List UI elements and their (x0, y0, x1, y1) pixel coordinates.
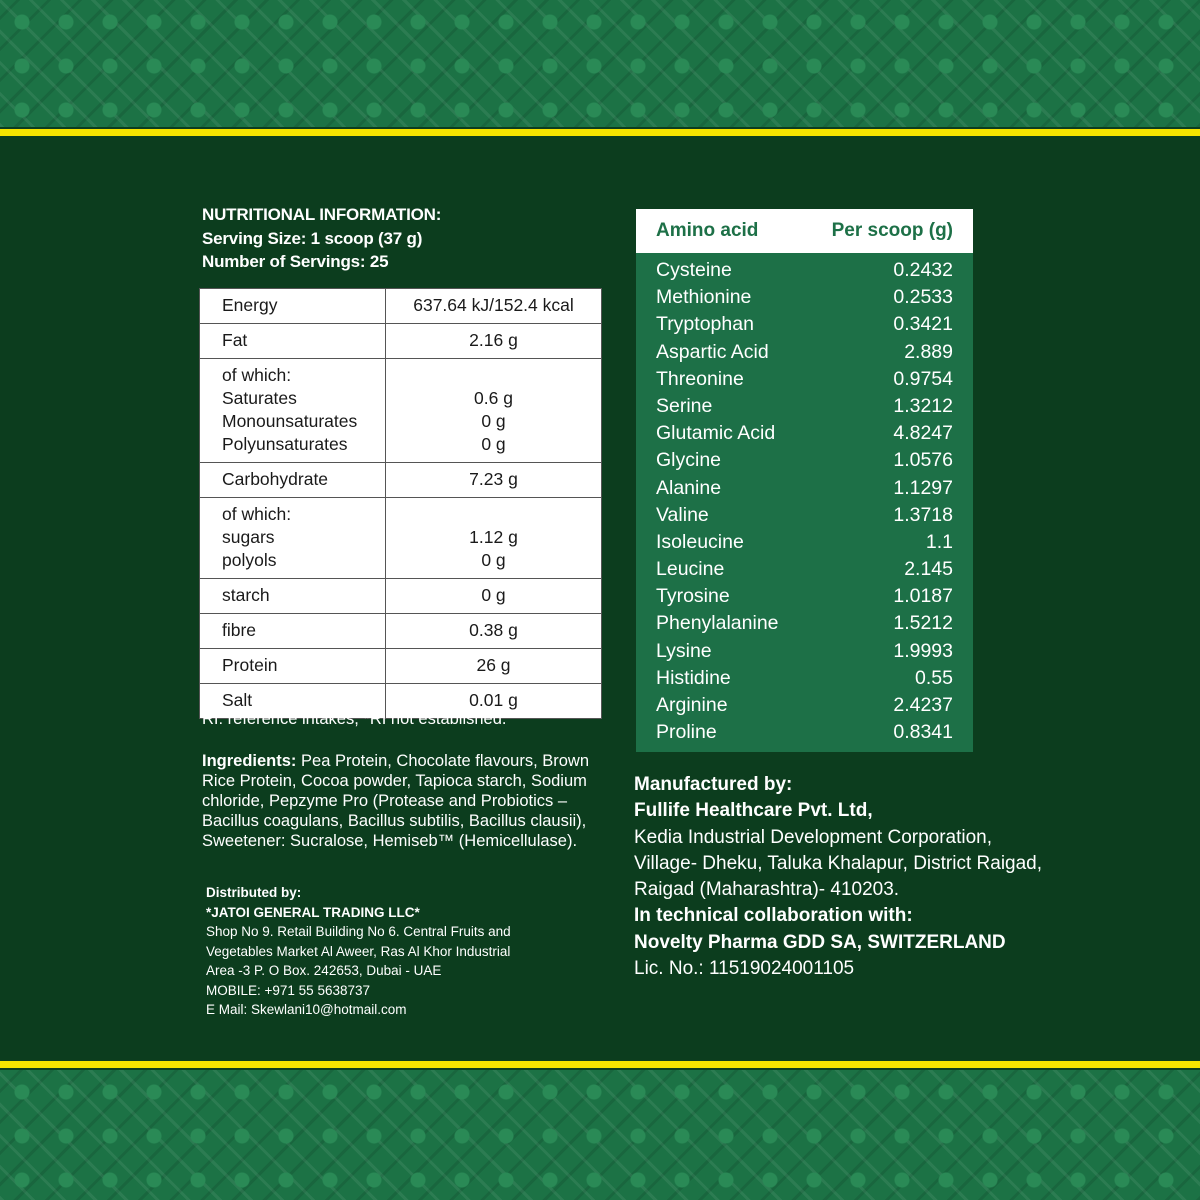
nutrition-row (200, 649, 602, 684)
amino-acid-value: 0.9754 (893, 367, 953, 390)
amino-acid-row (636, 719, 973, 746)
manufacturer-address-line: Village- Dheku, Taluka Khalapur, District Raigad, (634, 852, 1043, 874)
amino-acid-name: Lysine (656, 639, 712, 662)
nutrient-label: Fat (222, 330, 248, 350)
nutrition-title: NUTRITIONAL INFORMATION: (202, 205, 442, 224)
nutrient-label: Carbohydrate (222, 469, 329, 489)
license-number: Lic. No.: 11519024001105 (634, 958, 855, 980)
manufacturer-address-line: Kedia Industrial Development Corporation, (634, 826, 993, 848)
amino-acid-value: 0.3421 (893, 313, 953, 336)
amino-acid-row (636, 502, 973, 529)
nutrition-table (199, 288, 602, 719)
distributor-line: Shop No 9. Retail Building No 6. Central Fruits and (206, 924, 511, 939)
nutrition-row (200, 359, 602, 463)
amino-acid-name: Valine (656, 503, 709, 526)
amino-acid-name: Histidine (656, 666, 731, 689)
nutrient-value: 26 g (476, 655, 511, 675)
amino-acid-row (636, 692, 973, 719)
nutrition-row (200, 614, 602, 649)
amino-acid-value: 1.0187 (893, 585, 953, 608)
amino-acid-value: 1.1 (925, 530, 953, 553)
distributor-email: E Mail: Skewlani10@hotmail.com (206, 1002, 407, 1017)
amino-acid-rows (636, 253, 973, 746)
amino-acid-row (636, 529, 973, 556)
collaboration-company: Novelty Pharma GDD SA, SWITZERLAND (634, 931, 1006, 953)
amino-acid-value: 1.1297 (893, 476, 953, 499)
nutrient-value-cell (386, 324, 602, 359)
amino-acid-row (636, 610, 973, 637)
servings-count: Number of Servings: 25 (202, 252, 389, 271)
amino-acid-value: 0.2432 (893, 259, 953, 281)
amino-acid-name: Isoleucine (656, 530, 744, 553)
ingredients-text: Pea Protein, Chocolate flavours, Brown Rice Protein, Cocoa powder, Tapioca starch, Sodium chloride, Pepzyme Pro (Protease and Probiotics – Bacillus coagulans, Bacillus subtilis, Bacillus clausii), Sweetener: Sucralose, Hemiseb™ (Hemicellulase). (202, 752, 590, 850)
nutrient-value (394, 503, 593, 526)
nutrient-value-cell (386, 614, 602, 649)
nutrient-label-cell (200, 463, 386, 498)
amino-header-name: Amino acid (656, 220, 759, 241)
amino-acid-row (636, 339, 973, 366)
collaboration-heading: In technical collaboration with: (634, 905, 913, 927)
amino-acid-value: 1.9993 (893, 639, 953, 662)
nutrient-value: 0.6 g (474, 388, 513, 408)
nutrient-label-cell (200, 498, 386, 579)
nutrient-value: 1.12 g (469, 527, 518, 547)
ingredients-label: Ingredients: (202, 752, 297, 770)
distributor-block (206, 883, 511, 1020)
nutrient-label-cell (200, 359, 386, 463)
amino-acid-name: Glycine (656, 449, 722, 472)
nutrient-label: Energy (222, 295, 278, 315)
nutrient-value: 0 g (481, 434, 506, 454)
amino-acid-name: Phenylalanine (656, 612, 779, 635)
amino-acid-name: Alanine (656, 476, 722, 499)
nutrient-value-cell (386, 579, 602, 614)
amino-acid-value: 0.55 (915, 666, 953, 689)
amino-acid-value: 0.2533 (893, 286, 953, 309)
amino-acid-value: 2.145 (904, 558, 953, 581)
nutrient-value (394, 364, 593, 387)
distributor-heading: Distributed by: (206, 885, 302, 900)
amino-acid-row (636, 284, 973, 311)
distributor-mobile: MOBILE: +971 55 5638737 (206, 982, 370, 998)
serving-size: Serving Size: 1 scoop (37 g) (202, 228, 423, 248)
nutrition-header (202, 203, 441, 274)
nutrient-label: of which: (222, 365, 292, 385)
nutrient-value: 0 g (481, 411, 506, 431)
amino-acid-row (636, 638, 973, 665)
nutrient-label: fibre (222, 620, 257, 640)
amino-acid-value: 1.5212 (893, 612, 953, 635)
amino-acid-name: Glutamic Acid (656, 422, 776, 445)
nutrient-value-cell (386, 498, 602, 579)
nutrient-value: 2.16 g (469, 330, 518, 350)
amino-acid-row (636, 393, 973, 420)
nutrient-value-cell (386, 359, 602, 463)
nutrient-value-cell (386, 649, 602, 684)
nutrient-label: sugars (222, 527, 275, 547)
top-pattern-band (0, 0, 1200, 127)
amino-acid-row (636, 366, 973, 393)
amino-acid-header (636, 209, 973, 253)
manufacturer-company: Fullife Healthcare Pvt. Ltd, (634, 800, 873, 822)
nutrient-label: Saturates (222, 388, 297, 408)
amino-acid-value: 1.3718 (893, 503, 953, 526)
nutrient-value: 0.01 g (469, 690, 518, 710)
amino-acid-row (636, 311, 973, 338)
nutrient-label: polyols (222, 550, 277, 570)
nutrition-row (200, 463, 602, 498)
amino-acid-name: Methionine (656, 286, 752, 309)
amino-acid-row (636, 257, 973, 284)
ingredients-block (202, 751, 592, 851)
manufacturer-address-line: Raigad (Maharashtra)- 410203. (634, 879, 900, 901)
nutrient-value: 0 g (481, 585, 506, 605)
amino-acid-row (636, 556, 973, 583)
bottom-yellow-stripe (0, 1061, 1200, 1068)
amino-acid-name: Arginine (656, 694, 728, 716)
nutrient-label-cell (200, 614, 386, 649)
amino-acid-name: Tryptophan (656, 313, 754, 336)
nutrient-label: Salt (222, 690, 253, 710)
manufacturer-heading: Manufactured by: (634, 774, 793, 795)
nutrient-value: 7.23 g (469, 469, 518, 489)
distributor-line: Vegetables Market Al Aweer, Ras Al Khor Industrial (206, 943, 511, 959)
nutrient-value: 0.38 g (469, 620, 518, 640)
nutrient-label-cell (200, 324, 386, 359)
nutrient-label: Monounsaturates (222, 411, 358, 431)
nutrient-value: 637.64 kJ/152.4 kcal (413, 295, 574, 315)
amino-acid-name: Aspartic Acid (656, 340, 769, 363)
nutrient-value-cell (386, 463, 602, 498)
amino-acid-name: Tyrosine (656, 585, 730, 608)
amino-acid-name: Serine (656, 394, 713, 417)
nutrition-row (200, 289, 602, 324)
nutrient-label-cell (200, 649, 386, 684)
amino-acid-name: Cysteine (656, 259, 732, 281)
amino-acid-value: 0.8341 (893, 721, 953, 744)
amino-acid-name: Proline (656, 721, 717, 744)
amino-acid-row (636, 665, 973, 692)
bottom-pattern-band (0, 1070, 1200, 1200)
amino-acid-value: 2.4237 (893, 694, 953, 716)
nutrient-label-cell (200, 579, 386, 614)
amino-header-value: Per scoop (g) (831, 220, 953, 241)
amino-acid-value: 1.0576 (893, 449, 953, 472)
amino-acid-value: 1.3212 (893, 394, 953, 417)
nutrient-label: Protein (222, 655, 278, 675)
nutrient-value-cell (386, 289, 602, 324)
nutrient-label: starch (222, 585, 270, 605)
amino-acid-name: Threonine (656, 367, 744, 390)
amino-acid-name: Leucine (656, 558, 725, 581)
nutrient-value: 0 g (481, 550, 506, 570)
amino-acid-row (636, 475, 973, 502)
ri-note: RI: reference intakes, *RI not established. (202, 710, 507, 728)
amino-acid-value: 4.8247 (893, 422, 953, 445)
amino-acid-row (636, 420, 973, 447)
nutrient-label-cell (200, 289, 386, 324)
nutrient-label: of which: (222, 504, 292, 524)
amino-acid-table (636, 209, 973, 752)
amino-acid-row (636, 583, 973, 610)
amino-acid-row (636, 447, 973, 474)
manufacturer-block (634, 772, 1042, 982)
distributor-line: Area -3 P. O Box. 242653, Dubai - UAE (206, 963, 442, 978)
nutrient-label: Polyunsaturates (222, 434, 348, 454)
nutrition-row (200, 498, 602, 579)
nutrition-row (200, 579, 602, 614)
distributor-name: *JATOI GENERAL TRADING LLC* (206, 904, 420, 920)
top-yellow-stripe (0, 129, 1200, 136)
amino-acid-value: 2.889 (904, 340, 953, 363)
nutrition-row (200, 324, 602, 359)
